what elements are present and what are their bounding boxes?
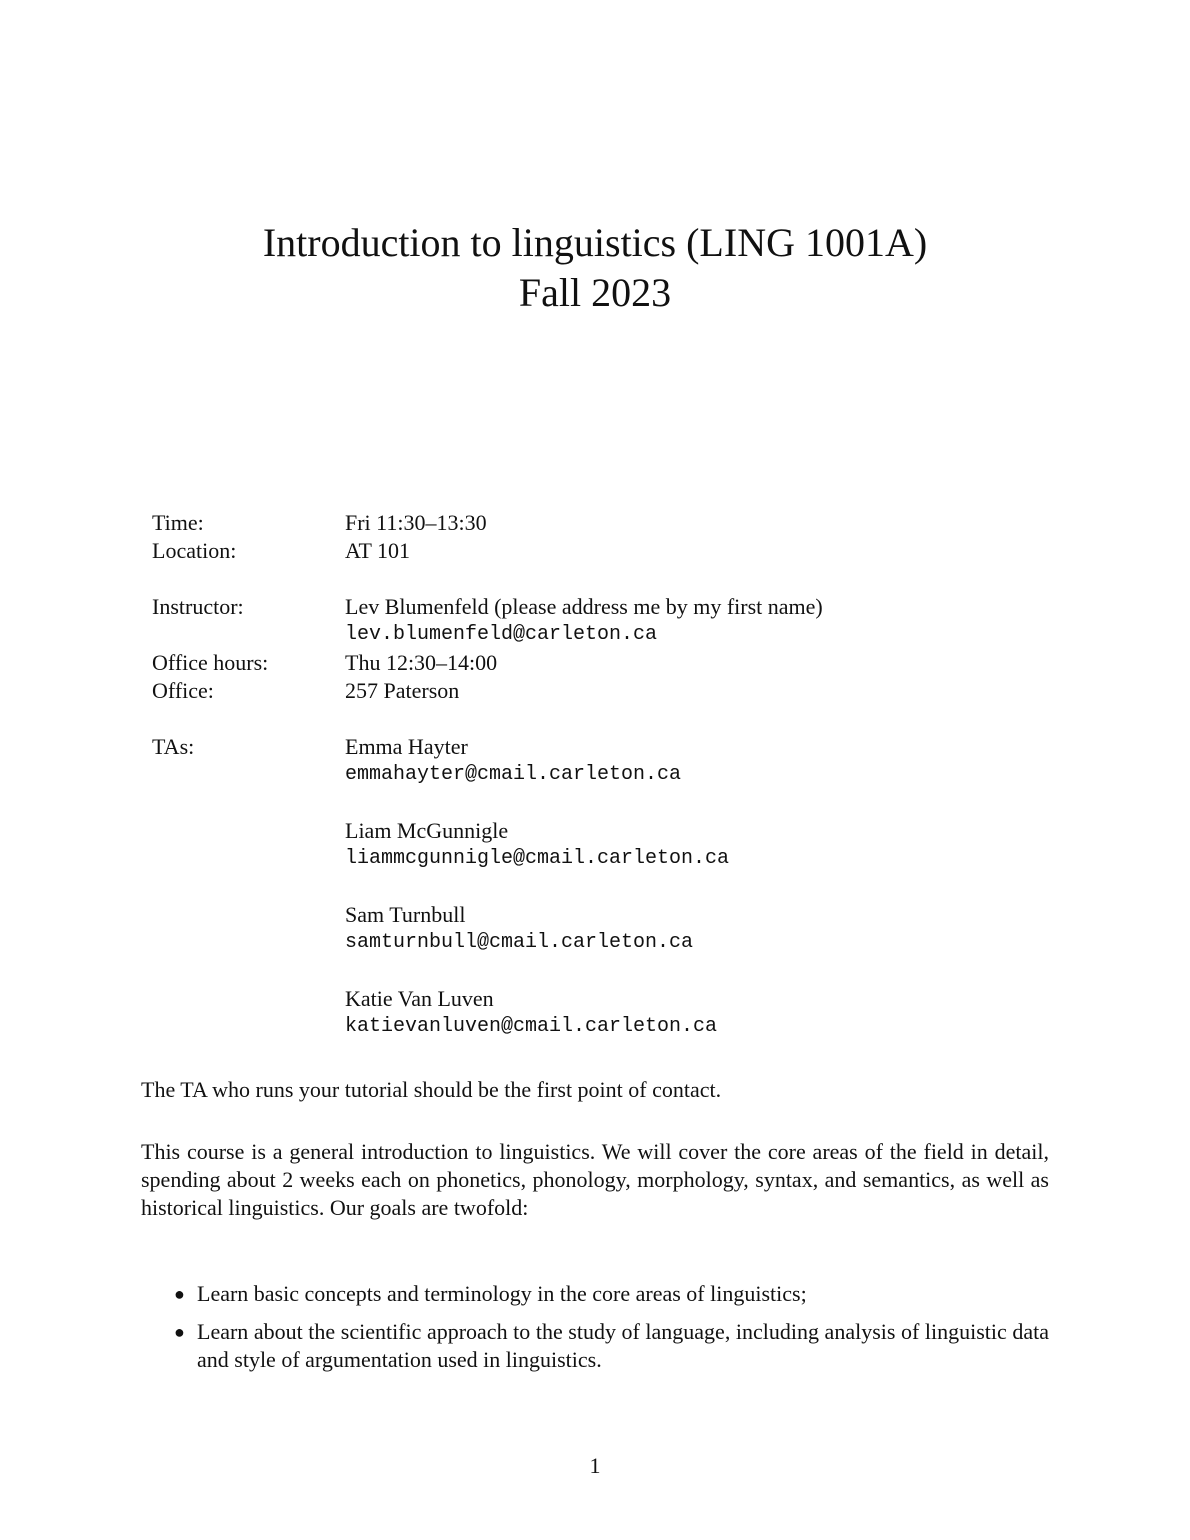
ta-email-link[interactable]: katievanluven@cmail.carleton.ca [345, 1015, 718, 1038]
ta-email-row [152, 845, 823, 873]
office-hours-value: Thu 12:30–14:00 [345, 650, 498, 675]
list-item [141, 1280, 1049, 1308]
ta-row [152, 733, 823, 761]
ta-email-link[interactable]: liammcgunnigle@cmail.carleton.ca [345, 847, 730, 870]
spacer [152, 705, 823, 733]
instructor-email-row [152, 621, 823, 649]
spacer [152, 565, 823, 593]
office-label: Office: [152, 678, 214, 703]
office-value: 257 Paterson [345, 678, 460, 703]
ta-name: Emma Hayter [345, 734, 468, 759]
time-row [152, 509, 823, 537]
goal-text: Learn basic concepts and terminology in the core areas of linguistics; [197, 1281, 807, 1306]
ta-row [152, 901, 823, 929]
ta-email-link[interactable]: emmahayter@cmail.carleton.ca [345, 763, 682, 786]
ta-email-row [152, 761, 823, 789]
page-number: 1 [589, 1453, 601, 1478]
office-row [152, 677, 823, 705]
spacer [152, 873, 823, 901]
ta-name: Katie Van Luven [345, 986, 494, 1011]
instructor-name: Lev Blumenfeld (please address me by my first name) [345, 594, 823, 619]
tas-label: TAs: [152, 734, 195, 759]
ta-email-row [152, 929, 823, 957]
document-title [0, 218, 1190, 318]
course-info-table [152, 509, 823, 1041]
instructor-email-link[interactable]: lev.blumenfeld@carleton.ca [345, 623, 658, 646]
intro-paragraph: This course is a general introduction to linguistics. We will cover the core areas of the field in detail, spending about 2 weeks each on phonetics, phonology, morphology, syntax, and semantics, as well as historical linguistics. Our goals are twofold: [141, 1139, 1049, 1220]
list-item [141, 1318, 1049, 1374]
location-row [152, 537, 823, 565]
spacer [152, 789, 823, 817]
term-title: Fall 2023 [518, 270, 672, 315]
instructor-label: Instructor: [152, 594, 244, 619]
bullet-icon: ● [174, 1284, 185, 1304]
bullet-icon: ● [174, 1322, 185, 1342]
ta-row [152, 817, 823, 845]
spacer [152, 957, 823, 985]
goals-list [141, 1280, 1049, 1384]
ta-email-link[interactable]: samturnbull@cmail.carleton.ca [345, 931, 694, 954]
instructor-row [152, 593, 823, 621]
time-label: Time: [152, 510, 204, 535]
office-hours-row [152, 649, 823, 677]
goal-text: Learn about the scientific approach to the study of language, including analysis of linguistic data and style of argumentation used in linguistics. [197, 1319, 1049, 1372]
ta-name: Liam McGunnigle [345, 818, 509, 843]
ta-row [152, 985, 823, 1013]
location-value: AT 101 [345, 538, 410, 563]
contact-paragraph: The TA who runs your tutorial should be the first point of contact. [141, 1077, 722, 1102]
time-value: Fri 11:30–13:30 [345, 510, 487, 535]
course-title: Introduction to linguistics (LING 1001A) [262, 220, 928, 265]
location-label: Location: [152, 538, 237, 563]
office-hours-label: Office hours: [152, 650, 269, 675]
ta-email-row [152, 1013, 823, 1041]
ta-name: Sam Turnbull [345, 902, 466, 927]
